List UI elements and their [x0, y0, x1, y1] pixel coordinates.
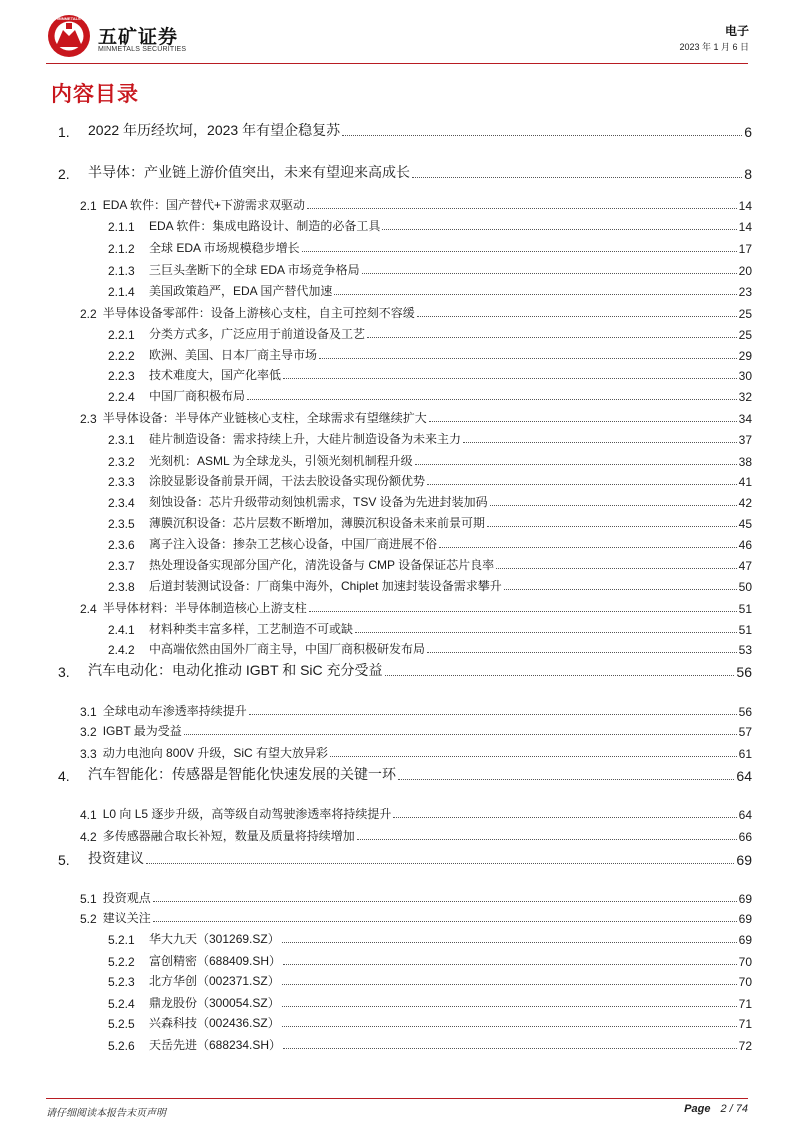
toc-entry[interactable]	[80, 719, 752, 739]
toc-entry-page: 20	[738, 264, 752, 278]
toc-leader-dots	[385, 675, 735, 676]
toc-entry-title: 半导体设备零部件：设备上游核心支柱，自主可控刻不容缓	[102, 306, 415, 320]
toc-entry-page: 42	[738, 496, 752, 510]
toc-entry-number: 3.1	[80, 705, 97, 719]
toc-leader-dots	[334, 294, 736, 295]
toc-entry-title: 半导体材料：半导体制造核心上游支柱	[102, 601, 307, 615]
toc-leader-dots	[463, 442, 737, 443]
toc-leader-dots	[439, 547, 737, 548]
toc-entry[interactable]	[80, 886, 752, 906]
toc-entry-title: 全球 EDA 市场规模稳步增长	[149, 241, 300, 255]
toc-entry-title: 动力电池向 800V 升级，SiC 有望大放异彩	[102, 746, 329, 760]
toc-entry-number: 5.2.1	[108, 933, 135, 947]
toc-leader-dots	[282, 984, 737, 985]
toc-entry[interactable]	[108, 574, 752, 594]
toc-entry-number: 4.2	[80, 830, 97, 844]
toc-entry-page: 45	[738, 517, 752, 531]
svg-text:MINMETALS: MINMETALS	[57, 15, 81, 21]
toc-entry-title: 刻蚀设备：芯片升级带动刻蚀机需求，TSV 设备为先进封装加码	[149, 495, 488, 509]
toc-entry-page: 64	[738, 808, 752, 822]
toc-entry[interactable]	[80, 802, 752, 822]
toc-leader-dots	[398, 779, 734, 780]
toc-entry-page: 25	[738, 307, 752, 321]
toc-entry-page: 61	[738, 747, 752, 761]
toc-entry-number: 2.2.4	[108, 390, 135, 404]
toc-entry-page: 64	[736, 768, 752, 784]
toc-entry-title: 鼎龙股份（300054.SZ）	[149, 996, 280, 1010]
toc-entry[interactable]	[80, 824, 752, 844]
toc-leader-dots	[283, 1048, 737, 1049]
toc-entry-number: 2.1.4	[108, 285, 135, 299]
toc-entry-number: 2.4.2	[108, 643, 135, 657]
toc-entry-number: 4.1	[80, 808, 97, 822]
toc-entry-page: 71	[738, 1017, 752, 1031]
toc-entry[interactable]	[108, 322, 752, 342]
toc-leader-dots	[309, 611, 737, 612]
toc-entry-number: 5.2	[80, 912, 97, 926]
toc-entry[interactable]	[108, 449, 752, 469]
toc-leader-dots	[490, 505, 737, 506]
toc-leader-dots	[429, 421, 737, 422]
toc-leader-dots	[412, 177, 742, 178]
toc-leader-dots	[417, 316, 737, 317]
toc-entry-number: 2.1.1	[108, 220, 135, 234]
toc-entry-title: 美国政策趋严，EDA 国产替代加速	[149, 284, 333, 298]
toc-entry[interactable]	[80, 406, 752, 426]
toc-entry-page: 53	[738, 643, 752, 657]
toc-entry-page: 66	[738, 830, 752, 844]
toc-entry-title: EDA 软件：国产替代+下游需求双驱动	[102, 198, 306, 212]
toc-entry-title: 后道封装测试设备：厂商集中海外，Chiplet 加速封装设备需求攀升	[149, 579, 502, 593]
toc-entry-number: 5.2.5	[108, 1017, 135, 1031]
toc-entry-number: 2.2	[80, 307, 97, 321]
toc-entry-title: 中国厂商积极布局	[149, 389, 246, 403]
toc-entry-title: 材料种类丰富多样，工艺制造不可或缺	[149, 622, 354, 636]
toc-entry-number: 2.1.3	[108, 264, 135, 278]
toc-entry[interactable]	[108, 1011, 752, 1031]
toc-leader-dots	[367, 337, 737, 338]
toc-entry-number: 2.1.2	[108, 242, 135, 256]
toc-entry-number: 5.2.6	[108, 1039, 135, 1053]
toc-entry-number: 2.3.8	[108, 580, 135, 594]
toc-entry[interactable]	[108, 637, 752, 657]
toc-entry-number: 2.3.2	[108, 455, 135, 469]
toc-leader-dots	[307, 208, 737, 209]
toc-entry-number: 2.3.5	[108, 517, 135, 531]
toc-entry-number: 2.3.6	[108, 538, 135, 552]
toc-entry-number: 4.	[58, 768, 70, 784]
toc-leader-dots	[282, 942, 737, 943]
toc-entry-title: L0 向 L5 逐步升级，高等级自动驾驶渗透率将持续提升	[102, 807, 392, 821]
toc-entry[interactable]	[80, 596, 752, 616]
toc-entry[interactable]	[80, 906, 752, 926]
toc-leader-dots	[487, 526, 737, 527]
toc-entry-page: 14	[738, 220, 752, 234]
footer-page-number	[684, 1103, 748, 1115]
toc-entry[interactable]	[108, 214, 752, 234]
toc-entry-number: 3.	[58, 664, 70, 680]
toc-entry-title: 投资观点	[102, 891, 151, 905]
report-sector: 电子	[724, 24, 749, 38]
toc-entry[interactable]	[108, 384, 752, 404]
toc-entry[interactable]	[108, 991, 752, 1011]
toc-entry-number: 5.2.2	[108, 955, 135, 969]
page-number: 2 / 74	[720, 1103, 748, 1115]
toc-entry-page: 6	[744, 124, 752, 140]
toc-entry-title: 天岳先进（688234.SH）	[149, 1038, 282, 1052]
toc-leader-dots	[153, 901, 737, 902]
toc-entry[interactable]	[108, 279, 752, 299]
toc-entry-page: 69	[738, 892, 752, 906]
toc-leader-dots	[247, 399, 737, 400]
toc-entry[interactable]	[58, 660, 752, 680]
toc-entry[interactable]	[108, 363, 752, 383]
toc-entry-title: 2022 年历经坎坷，2023 年有望企稳复苏	[88, 122, 341, 138]
toc-entry[interactable]	[108, 343, 752, 363]
toc-entry-title: 华大九天（301269.SZ）	[149, 932, 280, 946]
toc-entry-title: 光刻机：ASML 为全球龙头，引领光刻机制程升级	[149, 454, 413, 468]
toc-leader-dots	[146, 863, 734, 864]
minmetals-logo-icon	[46, 13, 92, 59]
toc-leader-dots	[382, 229, 736, 230]
toc-entry[interactable]	[80, 193, 752, 213]
toc-entry[interactable]	[80, 301, 752, 321]
toc-entry-page: 50	[738, 580, 752, 594]
toc-entry-page: 56	[736, 664, 752, 680]
toc-leader-dots	[362, 273, 737, 274]
toc-entry-page: 71	[738, 997, 752, 1011]
toc-entry-page: 72	[738, 1039, 752, 1053]
toc-entry[interactable]	[108, 490, 752, 510]
toc-entry-page: 17	[738, 242, 752, 256]
toc-entry-page: 34	[738, 412, 752, 426]
toc-entry[interactable]	[58, 848, 752, 868]
toc-entry-title: EDA 软件：集成电路设计、制造的必备工具	[149, 219, 381, 233]
toc-leader-dots	[357, 839, 737, 840]
toc-entry-number: 2.2.2	[108, 349, 135, 363]
toc-entry-page: 37	[738, 433, 752, 447]
toc-entry-number: 2.2.1	[108, 328, 135, 342]
toc-entry[interactable]	[108, 469, 752, 489]
toc-leader-dots	[415, 464, 737, 465]
toc-entry-page: 47	[738, 559, 752, 573]
toc-entry-page: 23	[738, 285, 752, 299]
toc-leader-dots	[427, 484, 737, 485]
toc-entry-page: 69	[738, 933, 752, 947]
toc-entry[interactable]	[108, 1033, 752, 1053]
toc-entry-number: 5.2.3	[108, 975, 135, 989]
toc-leader-dots	[283, 964, 737, 965]
toc-entry-number: 2.4.1	[108, 623, 135, 637]
toc-entry-number: 3.3	[80, 747, 97, 761]
toc-entry-title: 半导体设备：半导体产业链核心支柱，全球需求有望继续扩大	[102, 411, 427, 425]
toc-entry-page: 32	[738, 390, 752, 404]
toc-entry-page: 57	[738, 725, 752, 739]
header-divider	[46, 63, 748, 64]
toc-entry-number: 2.3.1	[108, 433, 135, 447]
toc-entry[interactable]	[108, 949, 752, 969]
toc-entry-page: 70	[738, 975, 752, 989]
toc-entry-title: 全球电动车渗透率持续提升	[102, 704, 247, 718]
toc-leader-dots	[393, 817, 736, 818]
toc-entry-title: 投资建议	[88, 850, 144, 866]
toc-leader-dots	[153, 921, 737, 922]
toc-entry-title: 汽车智能化：传感器是智能化快速发展的关键一环	[88, 766, 396, 782]
brand-subtitle: MINMETALS SECURITIES	[98, 46, 187, 53]
toc-entry-title: 技术难度大，国产化率低	[149, 368, 282, 382]
toc-entry[interactable]	[80, 741, 752, 761]
toc-leader-dots	[496, 568, 737, 569]
toc-entry-page: 29	[738, 349, 752, 363]
toc-entry-page: 70	[738, 955, 752, 969]
footer-disclaimer: 请仔细阅读本报告末页声明	[46, 1108, 166, 1119]
toc-entry-title: 北方华创（002371.SZ）	[149, 974, 280, 988]
toc-entry-page: 51	[738, 623, 752, 637]
toc-entry-page: 30	[738, 369, 752, 383]
toc-entry[interactable]	[108, 258, 752, 278]
toc-entry-number: 1.	[58, 124, 70, 140]
toc-entry-number: 2.3.7	[108, 559, 135, 573]
toc-entry-title: 硅片制造设备：需求持续上升，大硅片制造设备为未来主力	[149, 432, 462, 446]
footer-divider	[46, 1098, 748, 1099]
toc-leader-dots	[355, 632, 737, 633]
toc-entry[interactable]	[58, 120, 752, 140]
toc-entry-title: 建议关注	[102, 911, 151, 925]
toc-entry-title: 热处理设备实现部分国产化，清洗设备与 CMP 设备保证芯片良率	[149, 558, 495, 572]
toc-entry-title: IGBT 最为受益	[102, 724, 182, 738]
toc-entry-page: 8	[744, 166, 752, 182]
toc-leader-dots	[184, 734, 737, 735]
toc-entry-title: 半导体：产业链上游价值突出，未来有望迎来高成长	[88, 164, 410, 180]
toc-entry-title: 欧洲、美国、日本厂商主导市场	[149, 348, 318, 362]
page-header	[0, 0, 794, 62]
toc-entry-title: 兴森科技（002436.SZ）	[149, 1016, 280, 1030]
toc-entry-number: 2.4	[80, 602, 97, 616]
toc-entry-title: 涂胶显影设备前景开阔，干法去胶设备实现份额优势	[149, 474, 426, 488]
toc-entry-title: 离子注入设备：掺杂工艺核心设备，中国厂商进展不俗	[149, 537, 438, 551]
toc-entry-number: 2.3.3	[108, 475, 135, 489]
toc-leader-dots	[282, 1006, 737, 1007]
toc-entry-page: 69	[738, 912, 752, 926]
toc-entry-page: 41	[738, 475, 752, 489]
toc-leader-dots	[504, 589, 737, 590]
toc-entry-number: 3.2	[80, 725, 97, 739]
toc-entry-number: 2.	[58, 166, 70, 182]
toc-entry-number: 2.3.4	[108, 496, 135, 510]
toc-entry-title: 薄膜沉积设备：芯片层数不断增加，薄膜沉积设备未来前景可期	[149, 516, 486, 530]
toc-entry-title: 中高端依然由国外厂商主导，中国厂商积极研发布局	[149, 642, 426, 656]
toc-leader-dots	[302, 251, 737, 252]
toc-entry-number: 5.	[58, 852, 70, 868]
toc-leader-dots	[427, 652, 737, 653]
toc-entry-number: 2.2.3	[108, 369, 135, 383]
report-date: 2023 年 1 月 6 日	[679, 42, 749, 52]
toc-entry[interactable]	[108, 617, 752, 637]
toc-entry-page: 51	[738, 602, 752, 616]
toc-entry[interactable]	[80, 699, 752, 719]
toc-entry-title: 三巨头垄断下的全球 EDA 市场竞争格局	[149, 263, 360, 277]
toc-entry-page: 38	[738, 455, 752, 469]
brand-name: 五矿证券	[98, 27, 179, 48]
page-label: Page	[684, 1103, 711, 1115]
toc-entry-number: 2.1	[80, 199, 97, 213]
toc-entry[interactable]	[58, 162, 752, 182]
toc-entry[interactable]	[108, 236, 752, 256]
toc-entry-number: 5.2.4	[108, 997, 135, 1011]
toc-entry[interactable]	[108, 511, 752, 531]
toc-leader-dots	[282, 1026, 737, 1027]
toc-entry-page: 46	[738, 538, 752, 552]
toc-leader-dots	[330, 756, 737, 757]
toc-entry-title: 多传感器融合取长补短，数量及质量将持续增加	[102, 829, 355, 843]
toc-leader-dots	[319, 358, 737, 359]
toc-entry-title: 汽车电动化：电动化推动 IGBT 和 SiC 充分受益	[88, 662, 383, 678]
toc-entry[interactable]	[108, 927, 752, 947]
toc-leader-dots	[249, 714, 737, 715]
toc-entry-number: 5.1	[80, 892, 97, 906]
toc-entry-page: 56	[738, 705, 752, 719]
toc-entry[interactable]	[108, 532, 752, 552]
toc-entry[interactable]	[108, 427, 752, 447]
toc-entry-title: 富创精密（688409.SH）	[149, 954, 282, 968]
toc-leader-dots	[283, 378, 737, 379]
toc-entry[interactable]	[58, 764, 752, 784]
toc-entry[interactable]	[108, 969, 752, 989]
toc-entry-number: 2.3	[80, 412, 97, 426]
toc-entry-title: 分类方式多，广泛应用于前道设备及工艺	[149, 327, 366, 341]
toc-entry-page: 14	[738, 199, 752, 213]
toc-leader-dots	[342, 135, 742, 136]
toc-entry-page: 25	[738, 328, 752, 342]
toc-entry[interactable]	[108, 553, 752, 573]
toc-entry-page: 69	[736, 852, 752, 868]
toc-title: 内容目录	[51, 83, 139, 106]
